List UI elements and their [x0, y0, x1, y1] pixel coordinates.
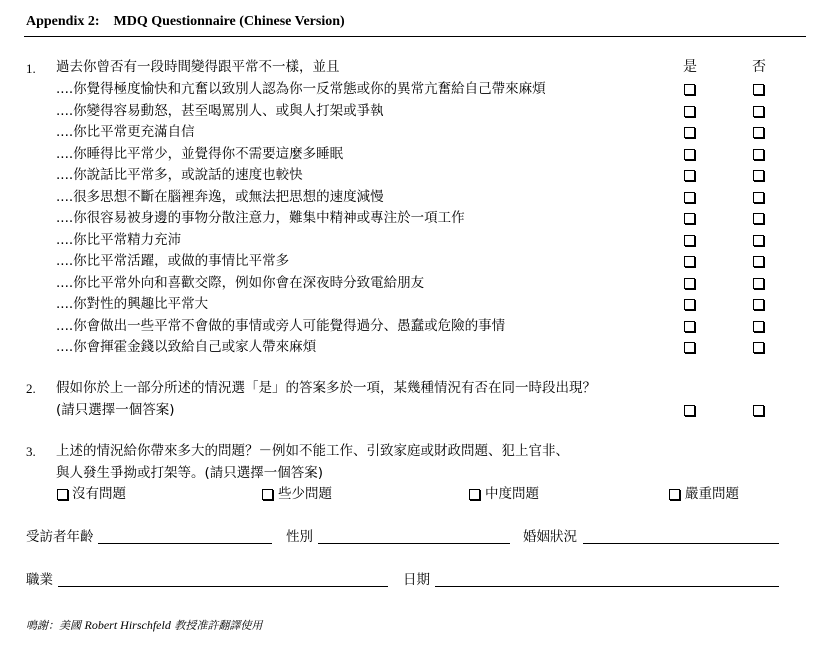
yes-column-header: 是	[683, 59, 697, 75]
gender-label: 性別	[286, 529, 313, 545]
q1-item-yes-checkbox[interactable]	[684, 256, 695, 267]
q3-option-moderate-label: 中度問題	[485, 486, 539, 502]
q3-question-line1: 上述的情況給你帶來多大的問題？－例如不能工作、引致家庭或財政問題、犯上官非、	[56, 443, 569, 459]
q1-item-text: ....你比平常外向和喜歡交際，例如你會在深夜時分致電給朋友	[56, 274, 425, 291]
q1-item-text: ....你說話比平常多，或說話的速度也較快	[56, 167, 303, 183]
q3-number: 3.	[26, 444, 36, 459]
q3-option-none-checkbox[interactable]	[57, 489, 68, 500]
q1-item-no-checkbox[interactable]	[753, 127, 764, 138]
ack-name: Robert Hirschfeld	[84, 618, 171, 632]
q1-item-no-checkbox[interactable]	[753, 192, 764, 203]
q1-item-yes-checkbox[interactable]	[684, 235, 695, 246]
q1-item-no-checkbox[interactable]	[753, 235, 764, 246]
q1-item-no-checkbox[interactable]	[753, 149, 764, 160]
q3-option-serious-label: 嚴重問題	[685, 486, 739, 502]
occupation-field[interactable]	[58, 586, 388, 587]
q1-prompt: 過去你曾否有一段時間變得跟平常不一樣，並且	[56, 59, 340, 75]
q1-item-yes-checkbox[interactable]	[684, 342, 695, 353]
q1-item-yes-checkbox[interactable]	[684, 321, 695, 332]
q1-item-text: ....你會揮霍金錢以致給自己或家人帶來麻煩	[56, 339, 317, 355]
q1-item-text: ....你對性的興趣比平常大	[56, 296, 209, 312]
age-label: 受訪者年齡	[26, 529, 94, 545]
q3-question-line2: 與人發生爭拗或打架等。(請只選擇一個答案)	[56, 465, 324, 481]
date-field[interactable]	[435, 586, 779, 587]
q1-item-no-checkbox[interactable]	[753, 170, 764, 181]
q2-question: 假如你於上一部分所述的情況選「是」的答案多於一項，某幾種情況有否在同一時段出現？	[56, 380, 596, 396]
ack-suffix: 教授准許翻譯使用	[174, 619, 263, 632]
q1-item-text: ....你比平常精力充沛	[56, 231, 182, 248]
q1-item-no-checkbox[interactable]	[753, 213, 764, 224]
q3-option-minor-label: 些少問題	[278, 486, 332, 502]
q2-yes-checkbox[interactable]	[684, 405, 695, 416]
questionnaire-title: MDQ Questionnaire (Chinese Version)	[113, 14, 345, 29]
q3-option-none-label: 沒有問題	[72, 486, 126, 502]
q1-item-text: ....很多思想不斷在腦裡奔逸，或無法把思想的速度減慢	[56, 188, 384, 205]
q1-item-no-checkbox[interactable]	[753, 299, 764, 310]
q2-no-checkbox[interactable]	[753, 405, 764, 416]
q3-option-moderate-checkbox[interactable]	[469, 489, 480, 500]
q1-item-yes-checkbox[interactable]	[684, 278, 695, 289]
date-label: 日期	[403, 572, 430, 588]
q1-item-text: ....你變得容易動怒，甚至喝罵別人、或與人打架或爭執	[56, 102, 384, 119]
acknowledgement	[26, 617, 262, 633]
age-field[interactable]	[98, 543, 272, 544]
ack-prefix: 鳴謝：美國	[26, 619, 81, 632]
q1-item-yes-checkbox[interactable]	[684, 106, 695, 117]
q1-item-no-checkbox[interactable]	[753, 278, 764, 289]
q1-item-yes-checkbox[interactable]	[684, 213, 695, 224]
gender-field[interactable]	[318, 543, 510, 544]
appendix-label: Appendix 2:	[26, 14, 100, 29]
q1-item-no-checkbox[interactable]	[753, 84, 764, 95]
q2-instruction: (請只選擇一個答案)	[56, 402, 175, 418]
q1-item-yes-checkbox[interactable]	[684, 149, 695, 160]
no-column-header: 否	[752, 59, 766, 75]
q1-item-no-checkbox[interactable]	[753, 321, 764, 332]
q1-item-text: ....你覺得極度愉快和亢奮以致別人認為你一反常態或你的異常亢奮給自己帶來麻煩	[56, 81, 546, 97]
q1-item-yes-checkbox[interactable]	[684, 84, 695, 95]
q3-option-minor-checkbox[interactable]	[262, 489, 273, 500]
q1-item-yes-checkbox[interactable]	[684, 192, 695, 203]
q2-number: 2.	[26, 381, 36, 396]
q1-item-no-checkbox[interactable]	[753, 342, 764, 353]
document-title	[26, 14, 345, 30]
q1-item-yes-checkbox[interactable]	[684, 299, 695, 310]
q1-item-yes-checkbox[interactable]	[684, 170, 695, 181]
q1-item-text: ....你會做出一些平常不會做的事情或旁人可能覺得過分、愚蠢或危險的事情	[56, 317, 506, 334]
q1-item-yes-checkbox[interactable]	[684, 127, 695, 138]
q1-item-text: ....你睡得比平常少，並覺得你不需要這麼多睡眠	[56, 145, 344, 162]
q1-item-text: ....你比平常活躍，或做的事情比平常多	[56, 253, 290, 269]
marital-status-field[interactable]	[583, 543, 779, 544]
q1-item-text: ....你很容易被身邊的事物分散注意力，難集中精神或專注於一項工作	[56, 210, 465, 226]
occupation-label: 職業	[26, 572, 53, 588]
q1-number: 1.	[26, 61, 36, 76]
marital-status-label: 婚姻狀況	[523, 529, 577, 545]
q1-item-text: ....你比平常更充滿自信	[56, 124, 195, 140]
q1-item-no-checkbox[interactable]	[753, 256, 764, 267]
title-divider	[24, 36, 806, 37]
q3-option-serious-checkbox[interactable]	[669, 489, 680, 500]
q1-item-no-checkbox[interactable]	[753, 106, 764, 117]
